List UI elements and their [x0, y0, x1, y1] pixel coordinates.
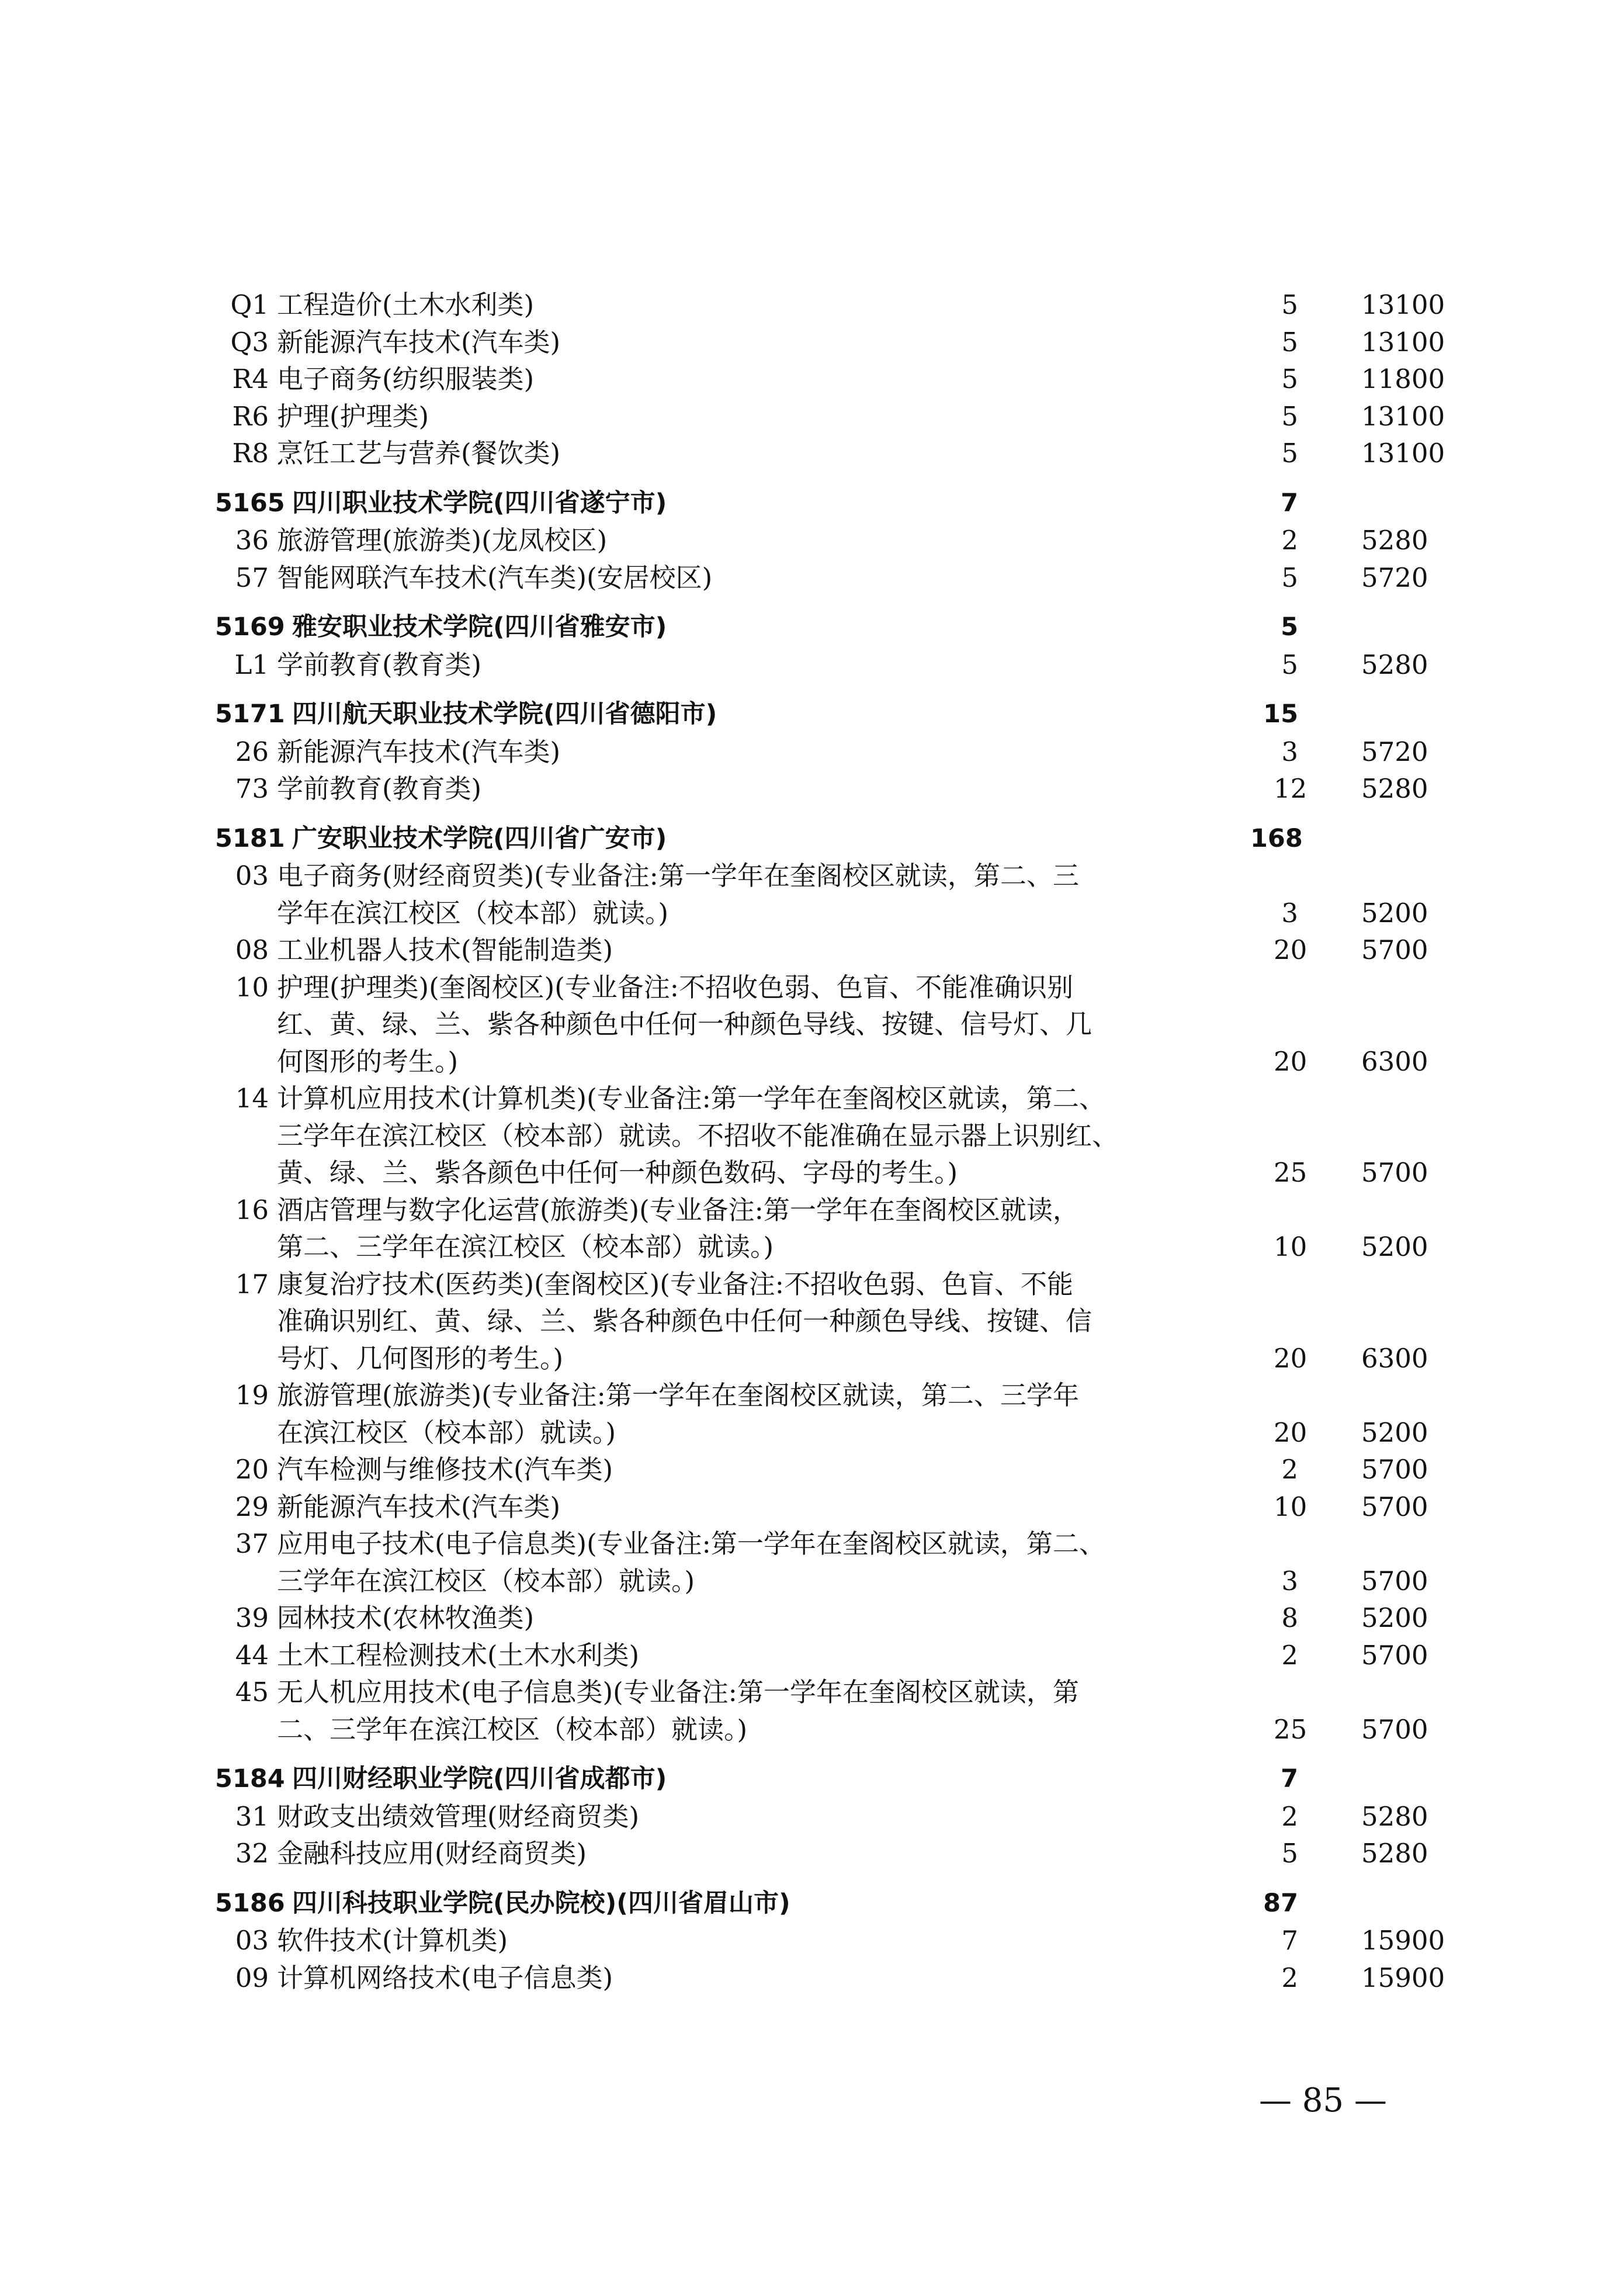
- major-tuition: 6300: [1361, 1045, 1428, 1077]
- major-row: [222, 1043, 1449, 1081]
- major-plan-count: 5: [1281, 289, 1298, 320]
- enrollment-table: [215, 286, 1449, 1996]
- major-name: 康复治疗技术(医药类)(奎阁校区)(专业备注:不招收色弱、色盲、不能: [277, 1268, 1073, 1300]
- major-name: 工程造价(土木水利类): [277, 289, 535, 320]
- major-name: 第二、三学年在滨江校区（校本部）就读。): [277, 1231, 774, 1262]
- school-plan-count: 87: [1263, 1888, 1298, 1918]
- major-plan-count: 25: [1274, 1157, 1308, 1188]
- school-header-row: [215, 485, 1449, 522]
- major-name: 新能源汽车技术(汽车类): [277, 1491, 561, 1522]
- major-name: 汽车检测与维修技术(汽车类): [277, 1454, 613, 1485]
- major-tuition: 5700: [1361, 934, 1428, 965]
- major-code: 08: [235, 934, 269, 965]
- major-code: 37: [235, 1528, 269, 1559]
- major-tuition: 13100: [1361, 400, 1445, 432]
- major-row: [222, 435, 1449, 472]
- major-row: [222, 361, 1449, 398]
- major-plan-count: 12: [1274, 773, 1308, 804]
- major-code: 36: [235, 525, 269, 556]
- major-tuition: 5200: [1361, 897, 1428, 929]
- major-row: [222, 286, 1449, 324]
- major-name: 准确识别红、黄、绿、兰、紫各种颜色中任何一种颜色导线、按键、信: [277, 1305, 1093, 1336]
- major-row: [222, 1798, 1449, 1836]
- major-code: 14: [235, 1083, 269, 1114]
- major-plan-count: 8: [1281, 1602, 1298, 1633]
- major-row: [222, 931, 1449, 969]
- major-row: [222, 1959, 1449, 1997]
- major-row: [222, 398, 1449, 435]
- school-header-row: [215, 820, 1449, 858]
- major-row: [222, 1922, 1449, 1959]
- major-name: 三学年在滨江校区（校本部）就读。): [277, 1565, 695, 1597]
- major-code: 03: [235, 860, 269, 891]
- major-plan-count: 5: [1281, 1838, 1298, 1869]
- major-plan-count: 7: [1281, 1925, 1298, 1956]
- major-name: 电子商务(财经商贸类)(专业备注:第一学年在奎阁校区就读，第二、三: [277, 860, 1079, 891]
- major-tuition: 13100: [1361, 438, 1445, 469]
- major-row: [222, 1563, 1449, 1600]
- major-name: 智能网联汽车技术(汽车类)(安居校区): [277, 562, 713, 593]
- school-name: 四川航天职业技术学院(四川省德阳市): [292, 699, 717, 729]
- major-name: 二、三学年在滨江校区（校本部）就读。): [277, 1713, 748, 1745]
- major-tuition: 5200: [1361, 1231, 1428, 1262]
- school-plan-count: 5: [1281, 612, 1298, 642]
- major-name: 三学年在滨江校区（校本部）就读。不招收不能准确在显示器上识别红、: [277, 1120, 1119, 1151]
- major-name: 号灯、几何图形的考生。): [277, 1342, 564, 1374]
- major-code: 20: [235, 1454, 269, 1485]
- major-row: [222, 1835, 1449, 1872]
- major-name: 护理(护理类): [277, 400, 429, 432]
- major-plan-count: 3: [1281, 897, 1298, 929]
- major-row: [222, 1525, 1449, 1563]
- major-name: 电子商务(纺织服装类): [277, 363, 535, 394]
- major-plan-count: 20: [1274, 1417, 1308, 1448]
- school-code: 5184: [215, 1764, 285, 1793]
- school-name: 雅安职业技术学院(四川省雅安市): [292, 612, 667, 642]
- major-tuition: 5700: [1361, 1454, 1428, 1485]
- major-tuition: 5700: [1361, 1157, 1428, 1188]
- major-row: [222, 324, 1449, 361]
- school-header-row: [215, 696, 1449, 733]
- major-name: 金融科技应用(财经商贸类): [277, 1838, 587, 1869]
- major-tuition: 5700: [1361, 1713, 1428, 1745]
- school-name: 广安职业技术学院(四川省广安市): [292, 823, 667, 853]
- major-row: [222, 1674, 1449, 1711]
- major-code: 29: [235, 1491, 269, 1522]
- major-name: 新能源汽车技术(汽车类): [277, 736, 561, 767]
- major-tuition: 5280: [1361, 1800, 1428, 1832]
- major-row: [222, 857, 1449, 895]
- major-code: R4: [232, 363, 269, 394]
- major-code: 26: [235, 736, 269, 767]
- major-tuition: 15900: [1361, 1925, 1445, 1956]
- major-row: [222, 646, 1449, 684]
- major-row: [222, 1451, 1449, 1488]
- major-name: 酒店管理与数字化运营(旅游类)(专业备注:第一学年在奎阁校区就读，: [277, 1194, 1079, 1225]
- major-code: R6: [232, 400, 269, 432]
- major-code: 03: [235, 1925, 269, 1956]
- major-code: L1: [234, 649, 269, 680]
- school-name: 四川科技职业学院(民办院校)(四川省眉山市): [292, 1888, 790, 1918]
- major-row: [222, 1340, 1449, 1377]
- major-row: [222, 1266, 1449, 1303]
- major-name: 在滨江校区（校本部）就读。): [277, 1417, 616, 1448]
- school-code: 5169: [215, 612, 285, 642]
- major-code: 32: [235, 1838, 269, 1869]
- major-plan-count: 5: [1281, 562, 1298, 593]
- major-code: 57: [235, 562, 269, 593]
- major-code: 45: [235, 1677, 269, 1708]
- major-tuition: 5280: [1361, 649, 1428, 680]
- major-name: 应用电子技术(电子信息类)(专业备注:第一学年在奎阁校区就读，第二、: [277, 1528, 1105, 1559]
- major-row: [222, 1154, 1449, 1192]
- school-plan-count: 7: [1281, 488, 1298, 518]
- major-plan-count: 20: [1274, 1342, 1308, 1374]
- major-row: [222, 1711, 1449, 1748]
- major-tuition: 5700: [1361, 1491, 1428, 1522]
- school-header-row: [215, 609, 1449, 646]
- major-code: 31: [235, 1800, 269, 1832]
- major-name: 财政支出绩效管理(财经商贸类): [277, 1800, 640, 1832]
- school-header-row: [215, 1761, 1449, 1798]
- major-name: 何图形的考生。): [277, 1045, 459, 1077]
- school-name: 四川财经职业学院(四川省成都市): [292, 1764, 667, 1793]
- major-name: 计算机应用技术(计算机类)(专业备注:第一学年在奎阁校区就读，第二、: [277, 1083, 1105, 1114]
- major-code: R8: [232, 438, 269, 469]
- major-tuition: 5280: [1361, 1838, 1428, 1869]
- school-header-row: [215, 1885, 1449, 1923]
- major-row: [222, 559, 1449, 597]
- major-row: [222, 522, 1449, 559]
- school-plan-count: 168: [1250, 823, 1303, 853]
- major-tuition: 15900: [1361, 1962, 1445, 1993]
- major-plan-count: 20: [1274, 1045, 1308, 1077]
- major-row: [222, 969, 1449, 1006]
- major-row: [222, 1080, 1449, 1117]
- school-code: 5181: [215, 823, 285, 853]
- major-code: 17: [235, 1268, 269, 1300]
- major-row: [222, 895, 1449, 932]
- major-plan-count: 2: [1281, 1800, 1298, 1832]
- major-tuition: 13100: [1361, 289, 1445, 320]
- major-tuition: 5280: [1361, 525, 1428, 556]
- major-row: [222, 1599, 1449, 1637]
- major-plan-count: 3: [1281, 736, 1298, 767]
- school-plan-count: 15: [1263, 699, 1298, 729]
- major-name: 软件技术(计算机类): [277, 1925, 508, 1956]
- major-plan-count: 5: [1281, 363, 1298, 394]
- major-name: 学前教育(教育类): [277, 649, 482, 680]
- major-code: Q3: [230, 326, 269, 358]
- major-row: [222, 770, 1449, 808]
- major-name: 园林技术(农林牧渔类): [277, 1602, 535, 1633]
- major-tuition: 6300: [1361, 1342, 1428, 1374]
- major-tuition: 5200: [1361, 1417, 1428, 1448]
- major-row: [222, 733, 1449, 771]
- major-plan-count: 2: [1281, 1639, 1298, 1671]
- school-code: 5165: [215, 488, 285, 518]
- major-plan-count: 10: [1274, 1231, 1308, 1262]
- page-number: — 85 —: [1259, 2082, 1387, 2120]
- major-name: 旅游管理(旅游类)(龙凤校区): [277, 525, 608, 556]
- major-code: 19: [235, 1380, 269, 1411]
- major-plan-count: 2: [1281, 525, 1298, 556]
- major-tuition: 5280: [1361, 773, 1428, 804]
- major-code: 09: [235, 1962, 269, 1993]
- major-name: 计算机网络技术(电子信息类): [277, 1962, 613, 1993]
- major-tuition: 5700: [1361, 1565, 1428, 1597]
- major-row: [222, 1377, 1449, 1414]
- major-name: 新能源汽车技术(汽车类): [277, 326, 561, 358]
- major-name: 黄、绿、兰、紫各颜色中任何一种颜色数码、字母的考生。): [277, 1157, 958, 1188]
- major-name: 学年在滨江校区（校本部）就读。): [277, 897, 669, 929]
- major-plan-count: 5: [1281, 649, 1298, 680]
- major-tuition: 5200: [1361, 1602, 1428, 1633]
- major-name: 旅游管理(旅游类)(专业备注:第一学年在奎阁校区就读，第二、三学年: [277, 1380, 1079, 1411]
- major-row: [222, 1117, 1449, 1155]
- school-code: 5171: [215, 699, 285, 729]
- major-code: 73: [235, 773, 269, 804]
- major-code: Q1: [230, 289, 269, 320]
- major-name: 烹饪工艺与营养(餐饮类): [277, 438, 561, 469]
- major-row: [222, 1006, 1449, 1043]
- major-name: 护理(护理类)(奎阁校区)(专业备注:不招收色弱、色盲、不能准确识别: [277, 971, 1073, 1003]
- major-tuition: 5700: [1361, 1639, 1428, 1671]
- major-name: 土木工程检测技术(土木水利类): [277, 1639, 640, 1671]
- major-plan-count: 2: [1281, 1454, 1298, 1485]
- major-row: [222, 1488, 1449, 1526]
- major-tuition: 13100: [1361, 326, 1445, 358]
- school-plan-count: 7: [1281, 1764, 1298, 1793]
- major-plan-count: 5: [1281, 438, 1298, 469]
- major-plan-count: 2: [1281, 1962, 1298, 1993]
- major-code: 39: [235, 1602, 269, 1633]
- major-name: 工业机器人技术(智能制造类): [277, 934, 613, 965]
- school-name: 四川职业技术学院(四川省遂宁市): [292, 488, 667, 518]
- major-plan-count: 5: [1281, 400, 1298, 432]
- major-row: [222, 1303, 1449, 1340]
- major-row: [222, 1414, 1449, 1452]
- major-row: [222, 1637, 1449, 1674]
- major-plan-count: 5: [1281, 326, 1298, 358]
- major-tuition: 5720: [1361, 736, 1428, 767]
- major-code: 10: [235, 971, 269, 1003]
- major-name: 无人机应用技术(电子信息类)(专业备注:第一学年在奎阁校区就读，第: [277, 1677, 1079, 1708]
- major-tuition: 11800: [1361, 363, 1445, 394]
- major-row: [222, 1192, 1449, 1229]
- major-plan-count: 20: [1274, 934, 1308, 965]
- major-name: 学前教育(教育类): [277, 773, 482, 804]
- school-code: 5186: [215, 1888, 285, 1918]
- major-tuition: 5720: [1361, 562, 1428, 593]
- major-row: [222, 1228, 1449, 1266]
- major-code: 16: [235, 1194, 269, 1225]
- major-code: 44: [235, 1639, 269, 1671]
- major-name: 红、黄、绿、兰、紫各种颜色中任何一种颜色导线、按键、信号灯、几: [277, 1009, 1093, 1040]
- major-plan-count: 25: [1274, 1713, 1308, 1745]
- major-plan-count: 10: [1274, 1491, 1308, 1522]
- major-plan-count: 3: [1281, 1565, 1298, 1597]
